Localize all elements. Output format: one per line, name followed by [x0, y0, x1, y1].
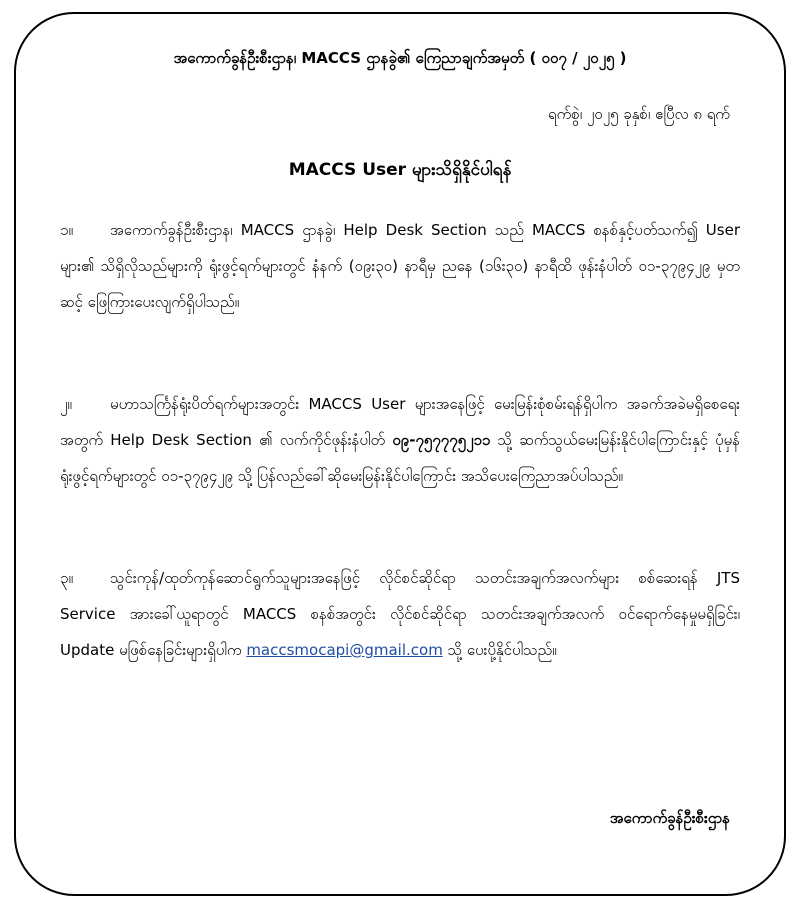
announcement-title: အကောက်ခွန်ဦးစီးဌာန၊ MACCS ဌာနခွဲ၏ ကြေညာချက်အမှတ် ( ၀၀၇ / ၂၀၂၅ )	[173, 49, 627, 67]
contact-email-link[interactable]: maccsmocapi@gmail.com	[246, 641, 443, 659]
announcement-date: ရက်စွဲ၊ ၂၀၂၅ ခုနှစ်၊ ဧပြီလ ၈ ရက်	[548, 105, 730, 123]
paragraph-1-text: အကောက်ခွန်ဦးစီးဌာန၊ MACCS ဌာနခွဲ၊ Help Desk Section သည် MACCS စနစ်နှင့်ပတ်သက်၍ User များ၏ သိရှိလိုသည်များကို ရုံးဖွင့်ရက်များတွင် နံနက် (၀၉း၃၀) နာရီမှ ညနေ (၁၆း၃၀) နာရီထိ ဖုန်းနံပါတ် ၀၁-၃၇၉၄၂၉ မှတဆင့် ဖြေကြားပေးလျက်ရှိပါသည်။	[60, 221, 740, 311]
paragraph-3	[60, 560, 740, 668]
paragraph-1-number: ၁။	[60, 221, 73, 239]
paragraph-2	[60, 386, 740, 494]
paragraph-3-text-after: သို့ ပေးပို့နိုင်ပါသည်။	[442, 641, 557, 659]
announcement-heading: MACCS User များသိရှိနိုင်ပါရန်	[288, 160, 512, 180]
paragraph-2-text-after: သို့ ဆက်သွယ်မေးမြန်းနိုင်ပါကြောင်းနှင့် ပုံမှန်ရုံးဖွင့်ရက်များတွင် ၀၁-၃၇၉၄၂၉ သို့ ပြန်လည်ခေါ်ဆိုမေးမြန်းနိုင်ပါကြောင်း အသိပေးကြေညာအပ်ပါသည်။	[60, 431, 741, 485]
paragraph-1	[60, 212, 740, 320]
helpdesk-phone-number: ၀၉-၇၅၇၇၇၅၂၁၁	[392, 431, 491, 449]
paragraph-2-text-before: မဟာသင်္ကြန်ရုံးပိတ်ရက်များအတွင်း MACCS User များအနေဖြင့် မေးမြန်းစုံစမ်းရန်ရှိပါက အခက်အခဲမရှိစေရေးအတွက် Help Desk Section ၏ လက်ကိုင်ဖုန်းနံပါတ်	[60, 395, 740, 449]
paragraph-2-number: ၂။	[60, 395, 72, 413]
paragraph-3-number: ၃။	[60, 569, 73, 587]
paragraph-3-text-before: သွင်းကုန်/ထုတ်ကုန်ဆောင်ရွက်သူများအနေဖြင့် လိုင်စင်ဆိုင်ရာ သတင်းအချက်အလက်များ စစ်ဆေးရန် JTS Service အားခေါ်ယူရာတွင် MACCS စနစ်အတွင်း လိုင်စင်ဆိုင်ရာ သတင်းအချက်အလက် ဝင်ရောက်နေမှုမရှိခြင်း၊ Update မဖြစ်နေခြင်းများရှိပါက	[60, 569, 740, 659]
signature-department: အကောက်ခွန်ဦးစီးဌာန	[609, 809, 730, 827]
